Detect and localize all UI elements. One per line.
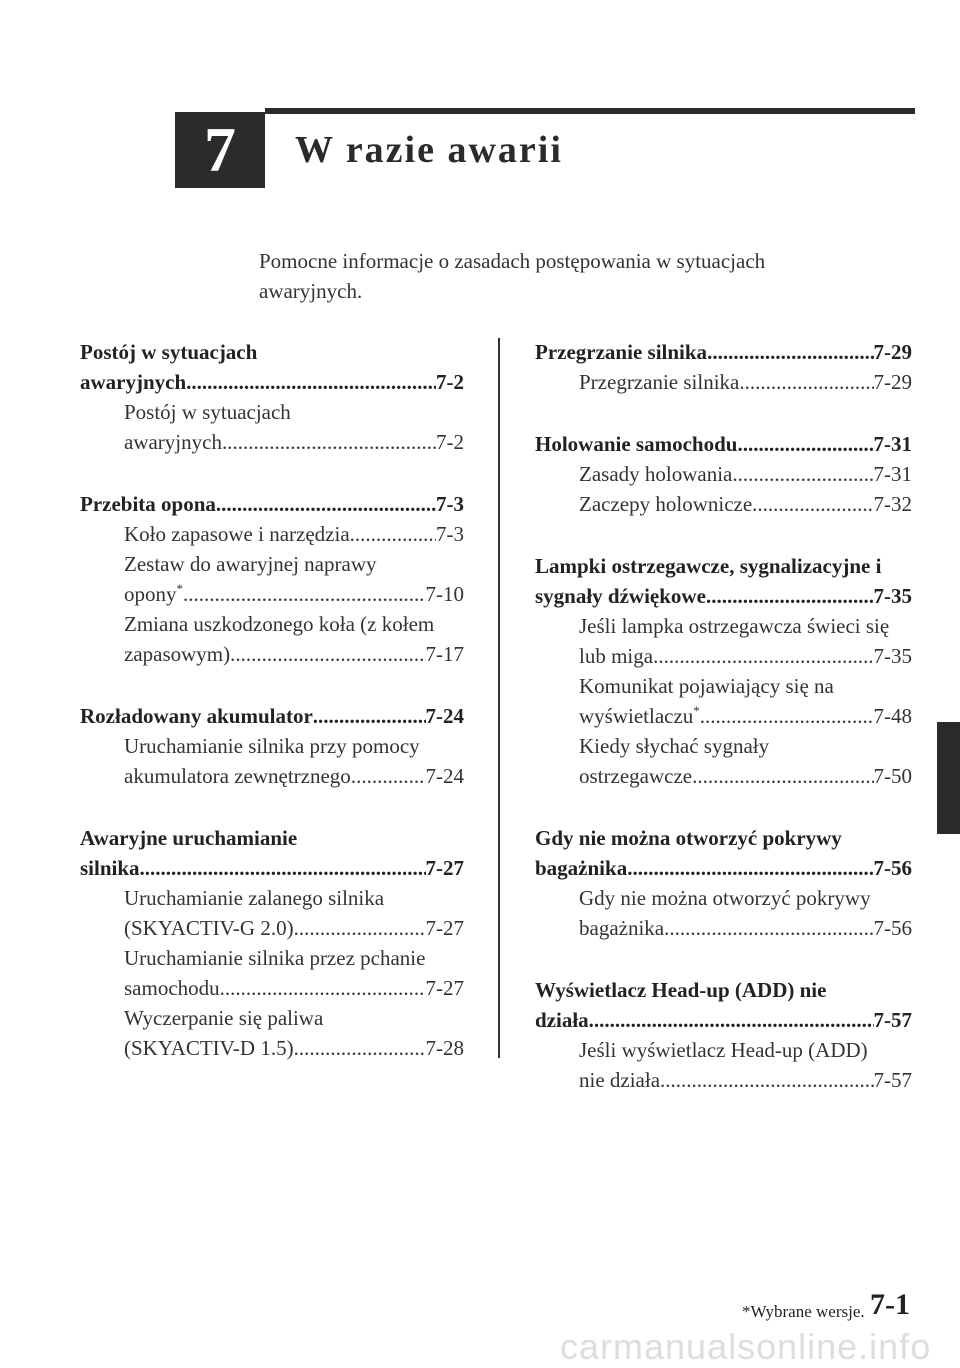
toc-section-heading[interactable] [535, 429, 912, 459]
toc-heading-text: działa [535, 1008, 589, 1032]
toc-entry-page: 7-17 [425, 642, 464, 666]
intro-line: Pomocne informacje o zasadach postępowania w sytuacjach [259, 249, 766, 273]
toc-entry-text [124, 1033, 294, 1063]
toc-heading-line: Lampki ostrzegawcze, sygnalizacyjne i [535, 554, 882, 578]
footnote-marker: * [176, 581, 183, 596]
toc-heading-text: awaryjnych [80, 370, 187, 394]
toc-entry-line: Jeśli wyświetlacz Head-up (ADD) [579, 1038, 868, 1062]
toc-entry-last-text: bagażnika [579, 916, 665, 940]
toc-entry-page: 7-27 [425, 916, 464, 940]
toc-section [80, 489, 464, 669]
toc-entry-last-text: opony [124, 582, 177, 606]
chapter-number-box [175, 112, 265, 188]
toc-section [535, 823, 912, 943]
toc-entry[interactable] [535, 367, 912, 397]
dot-leader [220, 973, 426, 1003]
toc-heading-line: Awaryjne uruchamianie [80, 826, 298, 850]
toc-entry-text [124, 973, 220, 1003]
toc-entry-line: Kiedy słychać sygnały [579, 734, 770, 758]
intro-line: awaryjnych. [259, 279, 363, 303]
toc-entry[interactable] [535, 1035, 912, 1095]
dot-leader [660, 1065, 873, 1095]
toc-entry[interactable] [535, 611, 912, 671]
toc-heading-line: Wyświetlacz Head-up (ADD) nie [535, 978, 827, 1002]
dot-leader [664, 913, 873, 943]
toc-entry[interactable] [535, 731, 912, 791]
toc-entry-page: 7-3 [436, 522, 464, 546]
dot-leader [186, 367, 436, 397]
toc-entry-last-text: ostrzegawcze [579, 764, 693, 788]
toc-column-left [80, 337, 464, 1095]
dot-leader [294, 1033, 426, 1063]
toc-entry-last-text: nie działa [579, 1068, 661, 1092]
toc-entry-text [579, 641, 653, 671]
toc-heading-page: 7-57 [873, 1008, 912, 1032]
chapter-title: W razie awarii [295, 129, 563, 171]
toc-section-heading[interactable] [535, 823, 912, 883]
toc-entry[interactable] [535, 489, 912, 519]
page-number: 7-1 [870, 1288, 910, 1321]
toc-heading-page: 7-31 [873, 432, 912, 456]
chapter-intro [259, 246, 859, 306]
toc-entry-row [579, 367, 912, 397]
toc-entry-page: 7-10 [425, 582, 464, 606]
toc-heading-text: sygnały dźwiękowe [535, 584, 706, 608]
toc-heading-text: Holowanie samochodu [535, 432, 738, 456]
toc-entry-page: 7-35 [873, 644, 912, 668]
toc-entry-last-text: (SKYACTIV-D 1.5) [124, 1036, 294, 1060]
toc-entry-text [124, 761, 351, 791]
toc-entry-text [579, 701, 700, 731]
toc-heading-page: 7-35 [873, 584, 912, 608]
toc-section-heading[interactable] [535, 337, 912, 367]
toc-entry[interactable] [535, 883, 912, 943]
toc-entry-line: Komunikat pojawiający się na [579, 674, 834, 698]
toc-section-heading[interactable] [535, 551, 912, 611]
toc-heading-page: 7-3 [436, 492, 464, 516]
toc-entry-line: Gdy nie można otworzyć pokrywy [579, 886, 871, 910]
dot-leader [700, 701, 874, 731]
dot-leader [222, 427, 436, 457]
toc-entry-page: 7-24 [425, 764, 464, 788]
toc-heading-text: Przebita opona [80, 492, 216, 516]
toc-entry-text [124, 519, 350, 549]
toc-entry-text [124, 913, 294, 943]
toc-entry[interactable] [535, 671, 912, 731]
dot-leader [183, 579, 426, 609]
toc-section-heading[interactable] [80, 823, 464, 883]
toc-section [535, 429, 912, 519]
toc-entry-last-text: Koło zapasowe i narzędzia [124, 522, 350, 546]
toc-entry-line: Jeśli lampka ostrzegawcza świeci się [579, 614, 890, 638]
toc-entry-text [124, 427, 222, 457]
chapter-side-tab [937, 722, 960, 834]
toc-entry[interactable] [535, 459, 912, 489]
dot-leader [653, 641, 873, 671]
toc-entry-line: Postój w sytuacjach [124, 400, 291, 424]
toc-entry-page: 7-31 [873, 462, 912, 486]
toc-entry-row [579, 1065, 912, 1095]
toc-section [535, 551, 912, 791]
toc-entry[interactable] [80, 549, 464, 609]
toc-entry-row [124, 973, 464, 1003]
column-divider [498, 338, 500, 1058]
toc-entry[interactable] [80, 1003, 464, 1063]
toc-entry-page: 7-50 [873, 764, 912, 788]
toc-entry-line: Zestaw do awaryjnej naprawy [124, 552, 377, 576]
toc-entry-text [579, 1065, 660, 1095]
dot-leader [706, 581, 874, 611]
toc-entry-line: Wyczerpanie się paliwa [124, 1006, 324, 1030]
toc-entry-page: 7-32 [873, 492, 912, 516]
toc-heading-row [535, 853, 912, 883]
toc-entry-page: 7-56 [873, 916, 912, 940]
toc-entry-page: 7-57 [873, 1068, 912, 1092]
dot-leader [140, 853, 426, 883]
toc-entry-last-text: Zasady holowania [579, 462, 733, 486]
toc-heading-text: Przegrzanie silnika [535, 340, 708, 364]
toc-entry-row [124, 519, 464, 549]
toc-entry-row [124, 761, 464, 791]
toc-heading-page: 7-2 [436, 370, 464, 394]
toc-entry-page: 7-2 [436, 430, 464, 454]
dot-leader [589, 1005, 874, 1035]
toc-heading-row [80, 701, 464, 731]
toc-entry-page: 7-48 [873, 704, 912, 728]
toc-entry-line: Uruchamianie silnika przez pchanie [124, 946, 426, 970]
footnote: *Wybrane wersje. [742, 1302, 865, 1321]
toc-entry-text [124, 579, 183, 609]
toc-entry-row [579, 459, 912, 489]
toc-heading-row [80, 489, 464, 519]
toc-entry-row [579, 701, 912, 731]
toc-section-heading[interactable] [80, 701, 464, 731]
dot-leader [707, 337, 873, 367]
dot-leader [294, 913, 426, 943]
toc-entry-row [579, 761, 912, 791]
toc-heading-text: bagażnika [535, 856, 628, 880]
toc-entry-last-text: wyświetlaczu [579, 704, 694, 728]
toc-heading-row [80, 367, 464, 397]
toc-entry[interactable] [80, 943, 464, 1003]
toc-heading-row [535, 581, 912, 611]
toc-entry[interactable] [80, 397, 464, 457]
toc-section-heading[interactable] [80, 489, 464, 519]
chapter-rule [265, 108, 915, 114]
toc-entry[interactable] [80, 731, 464, 791]
toc-entry-text [579, 913, 664, 943]
toc-entry-text [579, 459, 732, 489]
toc-entry-last-text: lub miga [579, 644, 654, 668]
dot-leader [230, 639, 425, 669]
toc-section [535, 337, 912, 397]
toc-entry-row [124, 1033, 464, 1063]
toc-entry-row [124, 639, 464, 669]
toc-heading-page: 7-24 [425, 704, 464, 728]
toc-entry[interactable] [80, 883, 464, 943]
toc-column-right [535, 337, 912, 1127]
dot-leader [351, 761, 426, 791]
toc-heading-page: 7-27 [425, 856, 464, 880]
toc-entry-page: 7-28 [425, 1036, 464, 1060]
toc-section-heading[interactable] [80, 337, 464, 397]
dot-leader [692, 761, 873, 791]
toc-entry-row [579, 489, 912, 519]
toc-heading-row [535, 337, 912, 367]
toc-entry-row [124, 579, 464, 609]
toc-heading-row [535, 1005, 912, 1035]
toc-heading-row [535, 429, 912, 459]
toc-entry-row [124, 913, 464, 943]
toc-heading-line: Gdy nie można otworzyć pokrywy [535, 826, 842, 850]
toc-section [80, 337, 464, 457]
dot-leader [737, 429, 873, 459]
toc-entry-last-text: samochodu [124, 976, 220, 1000]
dot-leader [752, 489, 873, 519]
toc-section [80, 823, 464, 1063]
toc-entry-last-text: Zaczepy holownicze [579, 492, 753, 516]
toc-entry-text [124, 639, 230, 669]
toc-entry-page: 7-29 [873, 370, 912, 394]
toc-heading-page: 7-56 [873, 856, 912, 880]
toc-heading-line: Postój w sytuacjach [80, 340, 258, 364]
dot-leader [313, 701, 426, 731]
toc-entry-line: Uruchamianie zalanego silnika [124, 886, 385, 910]
toc-heading-text: silnika [80, 856, 140, 880]
toc-entry-line: Uruchamianie silnika przy pomocy [124, 734, 420, 758]
toc-section [80, 701, 464, 791]
toc-heading-text: Rozładowany akumulator [80, 704, 313, 728]
toc-entry[interactable] [80, 519, 464, 549]
dot-leader [739, 367, 873, 397]
toc-entry-row [579, 913, 912, 943]
dot-leader [350, 519, 436, 549]
chapter-number: 7 [204, 114, 236, 185]
toc-entry-text [579, 367, 739, 397]
toc-entry-last-text: (SKYACTIV-G 2.0) [124, 916, 294, 940]
toc-entry-text [579, 761, 692, 791]
toc-entry-last-text: akumulatora zewnętrznego [124, 764, 351, 788]
toc-section [535, 975, 912, 1095]
toc-section-heading[interactable] [535, 975, 912, 1035]
toc-heading-page: 7-29 [873, 340, 912, 364]
dot-leader [216, 489, 436, 519]
toc-entry[interactable] [80, 609, 464, 669]
toc-entry-text [579, 489, 752, 519]
toc-entry-last-text: zapasowym) [124, 642, 231, 666]
dot-leader [627, 853, 873, 883]
toc-entry-last-text: Przegrzanie silnika [579, 370, 740, 394]
toc-heading-row [80, 853, 464, 883]
toc-entry-line: Zmiana uszkodzonego koła (z kołem [124, 612, 435, 636]
toc-entry-page: 7-27 [425, 976, 464, 1000]
dot-leader [732, 459, 873, 489]
watermark: carmanualsonline.info [560, 1326, 932, 1367]
footnote-marker: * [693, 703, 700, 718]
toc-entry-row [579, 641, 912, 671]
toc-entry-last-text: awaryjnych [124, 430, 222, 454]
toc-entry-row [124, 427, 464, 457]
